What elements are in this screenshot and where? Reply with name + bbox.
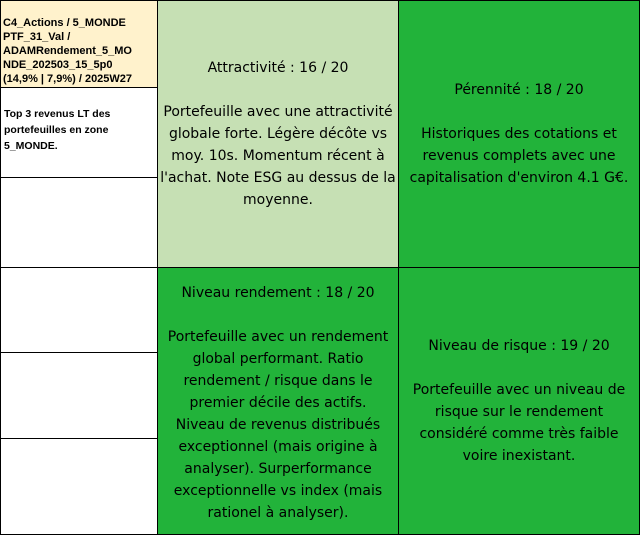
portfolio-description-text: Top 3 revenus LT des portefeuilles en zone 5_MONDE.: [4, 108, 111, 152]
rendement-card: [157, 267, 399, 535]
portfolio-header-cell: [0, 0, 158, 88]
perennite-card: [398, 0, 640, 268]
rendement-body: Portefeuille avec un rendement global performant. Ratio rendement / risque dans le premier décile des actifs. Niveau de revenus distribués exceptionnel (mais origine à analyser). Surperformance exceptionnelle vs index (mais rationel à analyser).: [167, 329, 389, 521]
attractivite-title: Attractivité : 16 / 20: [207, 60, 349, 76]
attractivite-body: Portefeuille avec une attractivité globale forte. Légère décôte vs moy. 10s. Momentum récent à l'achat. Note ESG au dessus de la moyenne.: [160, 104, 396, 208]
perennite-body: Historiques des cotations et revenus complets avec une capitalisation d'environ 4.1 G€.: [409, 126, 629, 186]
risque-title: Niveau de risque : 19 / 20: [428, 338, 610, 354]
perennite-title: Pérennité : 18 / 20: [454, 82, 584, 98]
attractivite-card: [157, 0, 399, 268]
empty-cell-2: [0, 267, 158, 353]
portfolio-description-cell: [0, 87, 158, 178]
risque-body: Portefeuille avec un niveau de risque sur le rendement considéré comme très faible voire inexistant.: [412, 382, 626, 464]
portfolio-header-text: C4_Actions / 5_MONDE PTF_31_Val / ADAMRendement_5_MO NDE_202503_15_5p0 (14,9% | 7,9%) / 2025W27: [3, 17, 133, 85]
empty-cell-3: [0, 352, 158, 439]
rendement-title: Niveau rendement : 18 / 20: [181, 285, 375, 301]
empty-cell-4: [0, 438, 158, 535]
risque-card: [398, 267, 640, 535]
empty-cell-1: [0, 177, 158, 268]
